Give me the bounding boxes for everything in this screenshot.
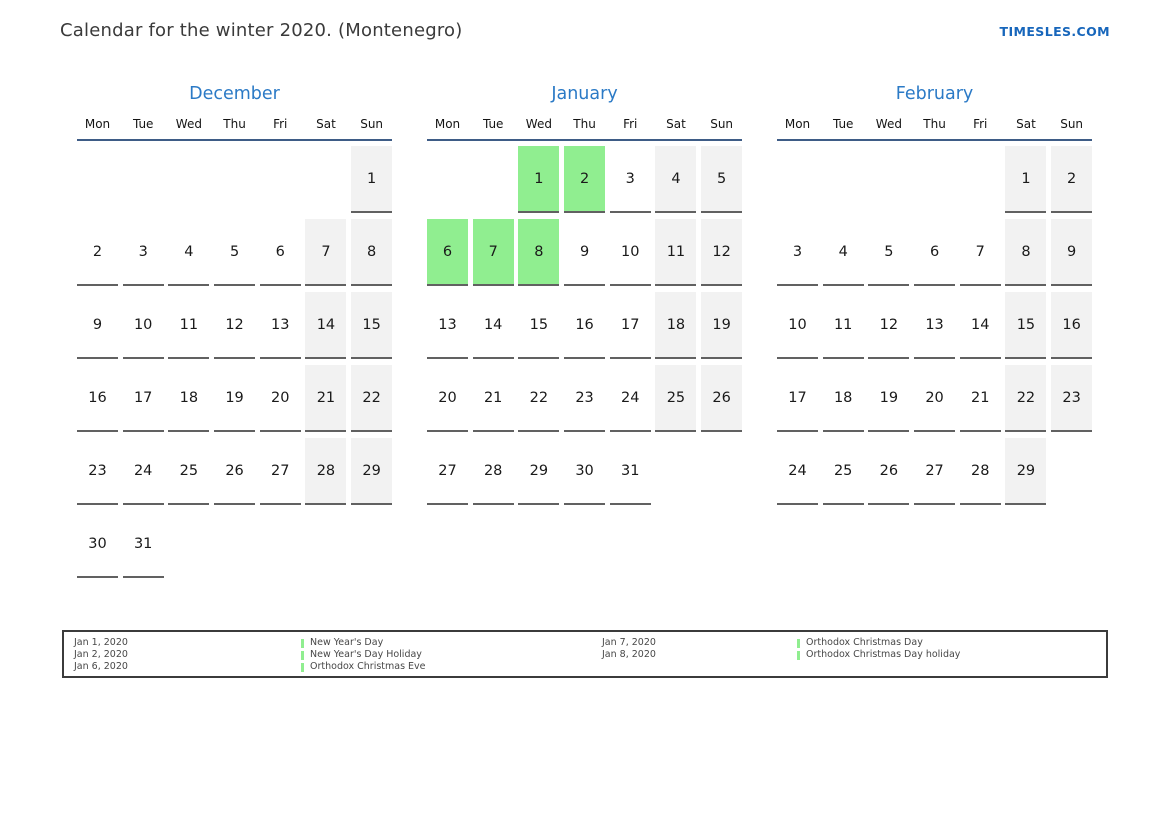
day-cell: 2 [77,219,118,286]
empty-cell [473,146,514,213]
legend-names-column [301,637,426,673]
day-cell: 8 [1005,219,1046,286]
weekday-label: Sun [1060,117,1084,131]
day-cell: 7 [305,219,346,286]
day-cell: 14 [305,292,346,359]
day-cell: 4 [655,146,696,213]
day-cell: 17 [610,292,651,359]
day-cell: 26 [868,438,909,505]
day-cell: 15 [518,292,559,359]
weekday-label: Sun [710,117,734,131]
day-cell: 9 [77,292,118,359]
legend-names-column [797,637,960,661]
day-cell: 21 [305,365,346,432]
day-cell: 1 [518,146,559,213]
empty-cell [260,146,301,213]
day-cell: 24 [123,438,164,505]
empty-cell [77,146,118,213]
month-january [427,84,742,578]
day-cell: 31 [123,511,164,578]
day-cell: 24 [610,365,651,432]
month-title: February [895,84,974,104]
legend-date: Jan 2, 2020 [74,649,128,660]
day-cell: 30 [564,438,605,505]
day-cell: 28 [305,438,346,505]
day-cell: 14 [473,292,514,359]
day-cell: 19 [701,292,742,359]
day-cell: 5 [701,146,742,213]
weekday-label: Tue [132,117,154,131]
day-cell: 4 [168,219,209,286]
day-cell: 1 [1005,146,1046,213]
weekday-header-row [427,116,742,132]
day-cell: 8 [518,219,559,286]
day-cell: 10 [123,292,164,359]
day-cell: 7 [473,219,514,286]
day-cell: 23 [564,365,605,432]
day-grid [427,146,742,505]
day-cell: 18 [823,365,864,432]
weekday-label: Thu [573,117,596,131]
day-cell: 25 [823,438,864,505]
day-cell: 23 [1051,365,1092,432]
empty-cell [214,146,255,213]
day-cell: 6 [260,219,301,286]
day-cell: 5 [214,219,255,286]
day-cell: 26 [701,365,742,432]
weekday-label: Mon [84,117,111,131]
day-cell: 27 [260,438,301,505]
day-cell: 4 [823,219,864,286]
day-cell: 11 [823,292,864,359]
legend-holiday-name: New Year's Day Holiday [310,649,422,660]
legend-date: Jan 7, 2020 [602,637,656,648]
weekday-label: Sat [316,117,336,131]
day-cell: 20 [260,365,301,432]
day-cell: 22 [351,365,392,432]
day-cell: 22 [518,365,559,432]
day-cell: 1 [351,146,392,213]
day-grid [77,146,392,578]
weekday-label: Tue [832,117,854,131]
empty-cell [777,146,818,213]
day-cell: 25 [168,438,209,505]
month-february [777,84,1092,578]
day-cell: 8 [351,219,392,286]
day-cell: 6 [914,219,955,286]
legend-holiday [301,661,426,673]
legend-holiday-name: New Year's Day [310,637,384,648]
legend-holiday-name: Orthodox Christmas Day [806,637,923,648]
weekday-label: Thu [223,117,246,131]
empty-cell [305,146,346,213]
day-cell: 7 [960,219,1001,286]
day-cell: 16 [1051,292,1092,359]
day-cell: 11 [655,219,696,286]
day-cell: 16 [564,292,605,359]
site-link[interactable]: TIMESLES.COM [999,24,1110,39]
empty-cell [914,146,955,213]
day-cell: 28 [960,438,1001,505]
day-cell: 18 [168,365,209,432]
day-cell: 25 [655,365,696,432]
day-cell: 3 [610,146,651,213]
day-cell: 6 [427,219,468,286]
weekday-label: Fri [973,117,988,131]
day-cell: 2 [1051,146,1092,213]
legend-date: Jan 1, 2020 [74,637,128,648]
day-cell: 15 [1005,292,1046,359]
weekday-label: Sat [1016,117,1036,131]
day-cell: 29 [351,438,392,505]
day-cell: 16 [77,365,118,432]
weekday-label: Tue [482,117,504,131]
legend-box [62,630,1108,678]
day-cell: 26 [214,438,255,505]
legend-dates-column [602,637,656,661]
empty-cell [427,146,468,213]
day-cell: 17 [777,365,818,432]
holiday-marker-icon [301,639,304,648]
day-cell: 10 [610,219,651,286]
weekday-label: Fri [623,117,638,131]
legend-holiday [797,637,960,649]
weekday-label: Sat [666,117,686,131]
day-cell: 5 [868,219,909,286]
weekday-header-row [77,116,392,132]
weekday-label: Fri [273,117,288,131]
day-cell: 27 [427,438,468,505]
empty-cell [823,146,864,213]
day-cell: 29 [1005,438,1046,505]
weekday-label: Wed [175,117,202,131]
legend-date: Jan 8, 2020 [602,649,656,660]
day-cell: 29 [518,438,559,505]
legend-holiday-name: Orthodox Christmas Eve [310,661,426,672]
day-cell: 17 [123,365,164,432]
day-cell: 9 [1051,219,1092,286]
day-cell: 24 [777,438,818,505]
day-cell: 9 [564,219,605,286]
page-title: Calendar for the winter 2020. (Montenegro) [60,20,463,41]
day-cell: 3 [123,219,164,286]
weekday-label: Wed [525,117,552,131]
empty-cell [868,146,909,213]
weekday-label: Thu [923,117,946,131]
day-cell: 15 [351,292,392,359]
legend-holiday [301,649,426,661]
legend-holiday-name: Orthodox Christmas Day holiday [806,649,961,660]
day-cell: 13 [914,292,955,359]
legend-dates-column [74,637,128,673]
legend-holiday [797,649,960,661]
day-cell: 19 [868,365,909,432]
weekday-label: Mon [434,117,461,131]
day-cell: 12 [868,292,909,359]
day-cell: 20 [914,365,955,432]
weekday-divider [777,139,1092,141]
weekday-divider [427,139,742,141]
weekday-label: Mon [784,117,811,131]
month-title: December [189,84,280,104]
month-title: January [551,84,618,104]
empty-cell [960,146,1001,213]
weekday-header-row [777,116,1092,132]
legend-date: Jan 6, 2020 [74,661,128,672]
day-cell: 22 [1005,365,1046,432]
holiday-marker-icon [797,651,800,660]
weekday-divider [77,139,392,141]
day-cell: 12 [701,219,742,286]
weekday-label: Wed [875,117,902,131]
months-container [77,84,1092,578]
day-cell: 19 [214,365,255,432]
day-cell: 23 [77,438,118,505]
day-cell: 28 [473,438,514,505]
day-cell: 18 [655,292,696,359]
empty-cell [168,146,209,213]
day-cell: 27 [914,438,955,505]
day-cell: 3 [777,219,818,286]
day-cell: 13 [260,292,301,359]
weekday-label: Sun [360,117,384,131]
month-december [77,84,392,578]
day-cell: 14 [960,292,1001,359]
day-cell: 31 [610,438,651,505]
legend-holiday [301,637,426,649]
day-cell: 30 [77,511,118,578]
empty-cell [123,146,164,213]
holiday-marker-icon [301,651,304,660]
holiday-marker-icon [301,663,304,672]
holiday-marker-icon [797,639,800,648]
day-cell: 20 [427,365,468,432]
day-cell: 11 [168,292,209,359]
day-cell: 10 [777,292,818,359]
day-grid [777,146,1092,505]
day-cell: 21 [473,365,514,432]
day-cell: 2 [564,146,605,213]
day-cell: 21 [960,365,1001,432]
day-cell: 12 [214,292,255,359]
day-cell: 13 [427,292,468,359]
